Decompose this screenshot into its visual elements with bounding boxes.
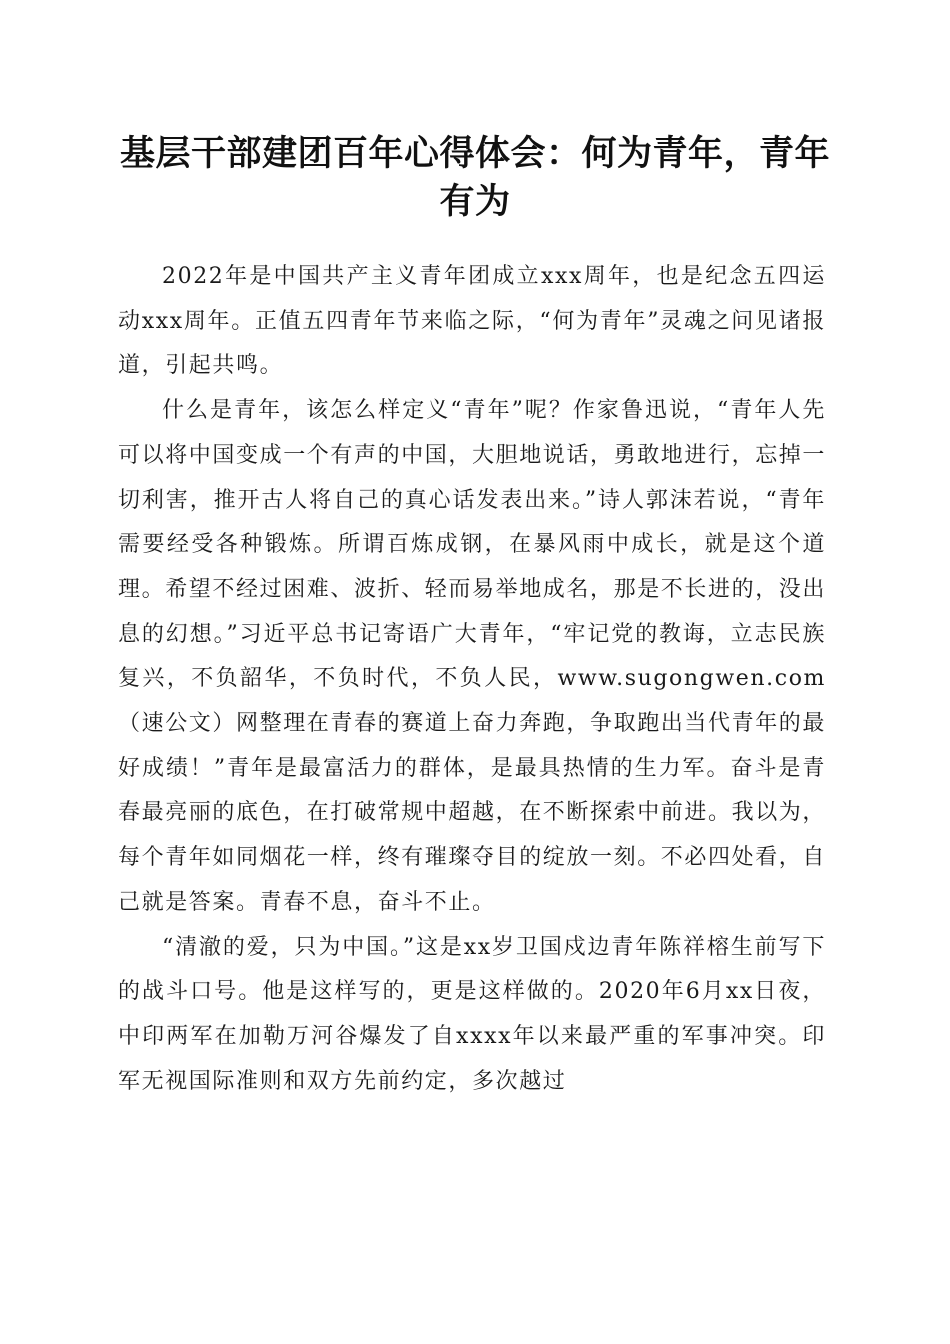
document-body (118, 255, 826, 1104)
paragraph-2: 什么是青年，该怎么样定义“青年”呢？作家鲁迅说，“青年人先可以将中国变成一个有声的中国，大胆地说话，勇敢地进行，忘掉一切利害，推开古人将自己的真心话发表出来。”诗人郭沫若说，“青年需要经受各种锻炼。所谓百炼成钢，在暴风雨中成长，就是这个道理。希望不经过困难、波折、轻而易举地成名，那是不长进的，没出息的幻想。”习近平总书记寄语广大青年，“牢记党的教诲，立志民族复兴，不负韶华，不负时代，不负人民，www.sugongwen.com（速公文）网整理在青春的赛道上奋力奔跑，争取跑出当代青年的最好成绩！”青年是最富活力的群体，是最具热情的生力军。奋斗是青春最亮丽的底色，在打破常规中超越，在不断探索中前进。我以为，每个青年如同烟花一样，终有璀璨夺目的绽放一刻。不必四处看，自己就是答案。青春不息，奋斗不止。 (118, 398, 827, 915)
paragraph-1: 2022年是中国共产主义青年团成立xxx周年，也是纪念五四运动xxx周年。正值五四青年节来临之际，“何为青年”灵魂之问见诸报道，引起共鸣。 (118, 264, 826, 379)
document-title: 基层干部建团百年心得体会：何为青年，青年有为 (119, 133, 830, 222)
paragraph-3: “清澈的爱，只为中国。”这是xx岁卫国戍边青年陈祥榕生前写下的战斗口号。他是这样写的，更是这样做的。2020年6月xx日夜，中印两军在加勒万河谷爆发了自xxxx年以来最严重的军事冲突。印军无视国际准则和双方先前约定，多次越过 (118, 934, 826, 1094)
